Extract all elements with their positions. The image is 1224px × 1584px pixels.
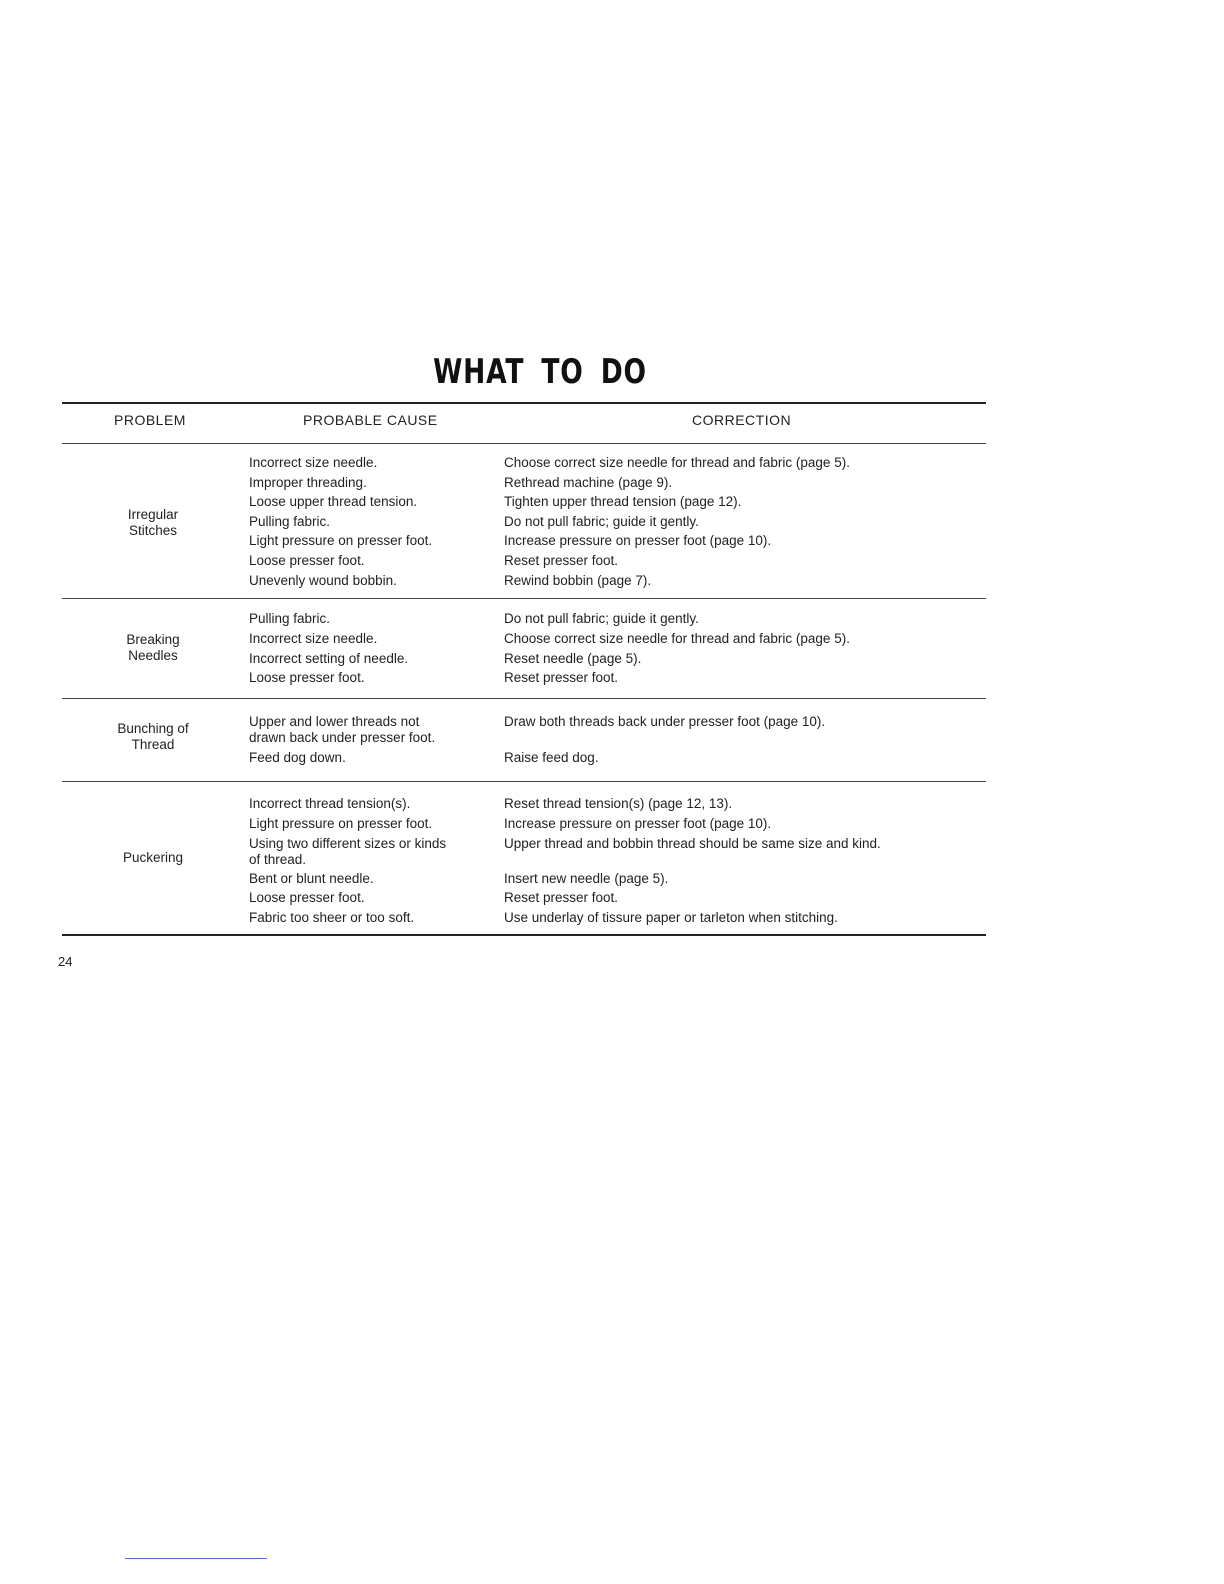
cause-text: Incorrect thread tension(s). <box>249 796 411 811</box>
table-bottom-rule <box>62 934 986 936</box>
cause-text: Incorrect setting of needle. <box>249 651 409 666</box>
cause-text: Incorrect size needle. <box>249 455 378 470</box>
correction-text: Reset presser foot. <box>504 553 619 568</box>
header-problem: PROBLEM <box>114 412 186 428</box>
cause-text: Loose presser foot. <box>249 890 365 905</box>
cause-text: Using two different sizes or kinds of thread. <box>249 836 447 867</box>
correction-text: Increase pressure on presser foot (page 10). <box>504 816 772 831</box>
page-number: 24 <box>58 954 73 969</box>
correction-text: Raise feed dog. <box>504 750 599 765</box>
cause-text: Pulling fabric. <box>249 611 331 626</box>
header-probable-cause: PROBABLE CAUSE <box>303 412 438 428</box>
header-rule <box>62 443 986 444</box>
correction-text: Insert new needle (page 5). <box>504 871 669 886</box>
correction-text: Reset presser foot. <box>504 890 619 905</box>
cause-text: Light pressure on presser foot. <box>249 816 433 831</box>
correction-text: Choose correct size needle for thread and fabric (page 5). <box>504 631 850 646</box>
problem-label: Puckering <box>122 850 184 865</box>
header-correction: CORRECTION <box>692 412 792 428</box>
page-title: WHAT TO DO <box>433 352 647 392</box>
cause-text: Loose presser foot. <box>249 670 365 685</box>
correction-text: Draw both threads back under presser foot (page 10). <box>504 714 826 729</box>
problem-label: Breaking Needles <box>126 632 180 663</box>
cause-text: Light pressure on presser foot. <box>249 533 433 548</box>
cause-text: Pulling fabric. <box>249 514 331 529</box>
cause-text: Incorrect size needle. <box>249 631 378 646</box>
correction-text: Choose correct size needle for thread and fabric (page 5). <box>504 455 850 470</box>
problem-label: Irregular Stitches <box>127 507 179 538</box>
cause-text: Fabric too sheer or too soft. <box>249 910 415 925</box>
problem-label: Bunching of Thread <box>117 721 189 752</box>
section-divider <box>62 781 986 782</box>
footer-line <box>125 1558 267 1559</box>
correction-text: Use underlay of tissure paper or tarleton when stitching. <box>504 910 838 925</box>
correction-text: Reset needle (page 5). <box>504 651 642 666</box>
cause-text: Improper threading. <box>249 475 367 490</box>
correction-text: Rethread machine (page 9). <box>504 475 673 490</box>
cause-text: Bent or blunt needle. <box>249 871 374 886</box>
correction-text: Do not pull fabric; guide it gently. <box>504 514 699 529</box>
correction-text: Do not pull fabric; guide it gently. <box>504 611 699 626</box>
correction-text: Increase pressure on presser foot (page 10). <box>504 533 772 548</box>
table-top-rule <box>62 402 986 404</box>
correction-text: Upper thread and bobbin thread should be same size and kind. <box>504 836 881 851</box>
cause-text: Loose upper thread tension. <box>249 494 418 509</box>
cause-text: Upper and lower threads not drawn back under presser foot. <box>249 714 436 745</box>
cause-text: Feed dog down. <box>249 750 346 765</box>
cause-text: Unevenly wound bobbin. <box>249 573 397 588</box>
correction-text: Rewind bobbin (page 7). <box>504 573 652 588</box>
correction-text: Reset thread tension(s) (page 12, 13). <box>504 796 733 811</box>
correction-text: Tighten upper thread tension (page 12). <box>504 494 742 509</box>
section-divider <box>62 598 986 599</box>
cause-text: Loose presser foot. <box>249 553 365 568</box>
section-divider <box>62 698 986 699</box>
correction-text: Reset presser foot. <box>504 670 619 685</box>
